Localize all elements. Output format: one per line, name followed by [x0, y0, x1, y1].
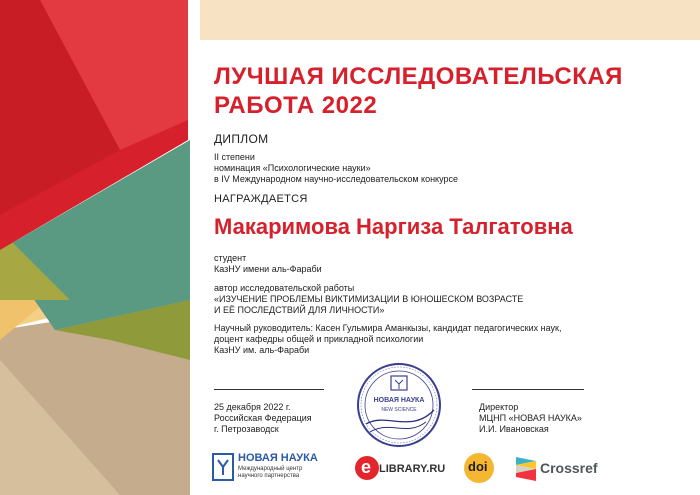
recipient-name: Макаримова Наргиза Талгатовна [214, 214, 573, 239]
elibrary-text: LIBRARY.RU [379, 463, 446, 475]
work-title-line-1: «ИЗУЧЕНИЕ ПРОБЛЕМЫ ВИКТИМИЗАЦИИ В ЮНОШЕСКОМ ВОЗРАСТЕ [214, 294, 524, 304]
awarded-label: НАГРАЖДАЕТСЯ [214, 193, 308, 205]
nauka-logo-name: НОВАЯ НАУКА [238, 452, 318, 464]
novaya-nauka-logo [212, 452, 342, 484]
elibrary-e-letter: e [361, 457, 372, 477]
official-seal [356, 362, 442, 448]
crossref-logo [516, 455, 611, 483]
supervisor-line-2: доцент кафедры общей и прикладной психологии [214, 334, 424, 344]
geometric-decoration [0, 0, 200, 495]
nauka-logo-sub2: научного партнерства [238, 473, 300, 479]
director-signature-line [472, 389, 584, 390]
date-signature-line [214, 389, 324, 390]
seal-text: НОВАЯ НАУКА [373, 397, 425, 404]
issue-country: Российская Федерация [214, 413, 312, 423]
issue-city: г. Петрозаводск [214, 424, 279, 434]
supervisor-line-3: КазНУ им. аль-Фараби [214, 345, 310, 355]
work-title-line-2: И ЕЁ ПОСЛЕДСТВИЙ ДЛЯ ЛИЧНОСТИ» [214, 305, 385, 315]
issue-date: 25 декабря 2022 г. [214, 402, 291, 412]
recipient-university: КазНУ имени аль-Фараби [214, 264, 322, 274]
supervisor-line-1: Научный руководитель: Касен Гульмира Аманкызы, кандидат педагогических наук, [214, 323, 562, 333]
elibrary-logo [355, 456, 445, 482]
title-line-1: ЛУЧШАЯ ИССЛЕДОВАТЕЛЬСКАЯ [214, 63, 623, 90]
degree-line-3: в IV Международном научно-исследовательском конкурсе [214, 174, 458, 184]
crossref-text: Crossref [540, 460, 598, 476]
doi-logo [464, 453, 494, 483]
director-name: И.И. Ивановская [479, 424, 549, 434]
nauka-emblem-icon [212, 453, 234, 481]
degree-line-2: номинация «Психологические науки» [214, 163, 371, 173]
degree-line-1: II степени [214, 152, 255, 162]
crossref-icon [516, 457, 536, 481]
director-org: МЦНП «НОВАЯ НАУКА» [479, 413, 582, 423]
nauka-logo-sub1: Международный центр [238, 466, 303, 472]
diploma-label: ДИПЛОМ [214, 132, 269, 146]
doi-text: doi [468, 459, 488, 474]
director-title: Директор [479, 402, 519, 412]
seal-subtext: NEW SCIENCE [381, 407, 417, 413]
recipient-role: студент [214, 253, 247, 263]
work-label: автор исследовательской работы [214, 283, 355, 293]
title-line-2: РАБОТА 2022 [214, 92, 378, 119]
top-decor-bar [186, 0, 700, 40]
